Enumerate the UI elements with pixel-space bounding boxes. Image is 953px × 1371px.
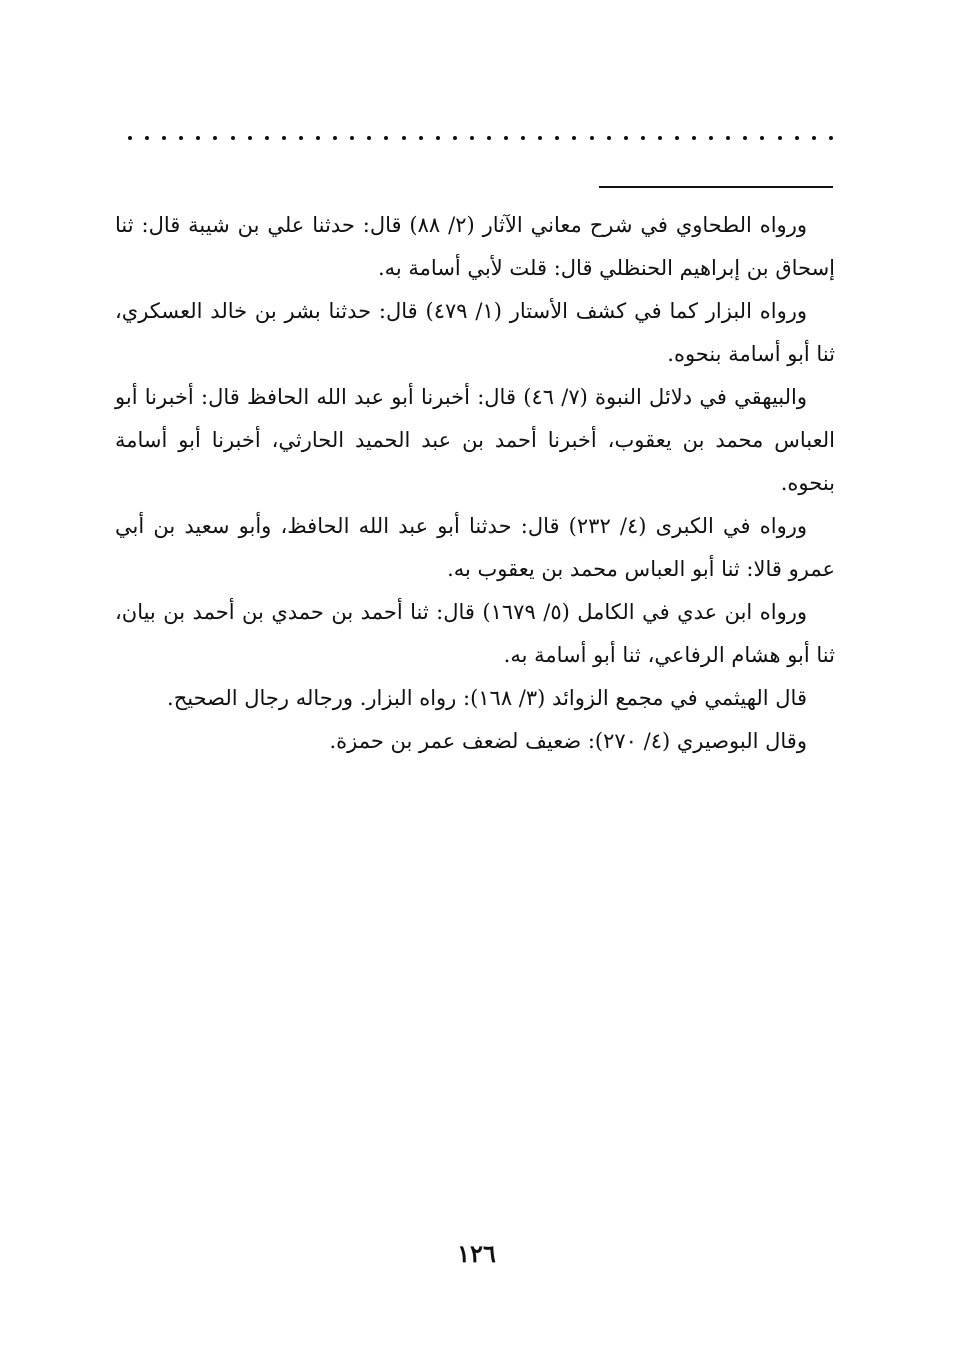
separator-dot bbox=[743, 136, 747, 140]
separator-dot bbox=[367, 136, 371, 140]
separator-dot bbox=[265, 136, 269, 140]
separator-dot bbox=[162, 136, 166, 140]
footnote-paragraph: ورواه الطحاوي في شرح معاني الآثار (٢/ ٨٨) قال: حدثنا علي بن شيبة قال: ثنا إسحاق بن إبراهيم الحنظلي قال: قلت لأبي أسامة به. bbox=[115, 213, 835, 280]
separator-dot bbox=[282, 136, 286, 140]
separator-dot bbox=[419, 136, 423, 140]
separator-dot bbox=[470, 136, 474, 140]
separator-dot bbox=[333, 136, 337, 140]
separator-dot bbox=[436, 136, 440, 140]
separator-dot bbox=[299, 136, 303, 140]
separator-dot bbox=[709, 136, 713, 140]
separator-dot bbox=[384, 136, 388, 140]
footnote-paragraph: والبيهقي في دلائل النبوة (٧/ ٤٦) قال: أخبرنا أبو عبد الله الحافظ قال: أخبرنا أبو العباس محمد بن يعقوب، أخبرنا أحمد بن عبد الحميد الحارثي، أخبرنا أبو أسامة بنحوه. bbox=[115, 385, 835, 495]
separator-dot bbox=[590, 136, 594, 140]
separator-dot bbox=[128, 136, 132, 140]
separator-dot bbox=[521, 136, 525, 140]
footnote-paragraph: ورواه البزار كما في كشف الأستار (١/ ٤٧٩) قال: حدثنا بشر بن خالد العسكري، ثنا أبو أسامة بنحوه. bbox=[115, 299, 835, 366]
separator-dot bbox=[538, 136, 542, 140]
separator-dot bbox=[453, 136, 457, 140]
separator-dot bbox=[350, 136, 354, 140]
footnote-paragraph: وقال البوصيري (٤/ ٢٧٠): ضعيف لضعف عمر بن حمزة. bbox=[329, 729, 807, 753]
page-number: ١٢٦ bbox=[457, 1239, 496, 1268]
separator-dot bbox=[692, 136, 696, 140]
separator-dot bbox=[179, 136, 183, 140]
separator-dot bbox=[572, 136, 576, 140]
separator-dot bbox=[487, 136, 491, 140]
separator-dot bbox=[795, 136, 799, 140]
separator-dot bbox=[145, 136, 149, 140]
separator-dot bbox=[641, 136, 645, 140]
separator-dot bbox=[504, 136, 508, 140]
separator-dot bbox=[248, 136, 252, 140]
separator-dot bbox=[624, 136, 628, 140]
footnote-paragraph: ورواه في الكبرى (٤/ ٢٣٢) قال: حدثنا أبو عبد الله الحافظ، وأبو سعيد بن أبي عمرو قالا: ثنا أبو العباس محمد بن يعقوب به. bbox=[115, 514, 835, 581]
separator-dot bbox=[675, 136, 679, 140]
separator-dot bbox=[555, 136, 559, 140]
footnote-paragraph: ورواه ابن عدي في الكامل (٥/ ١٦٧٩) قال: ثنا أحمد بن حمدي بن أحمد بن بيان، ثنا أبو هشام الرفاعي، ثنا أبو أسامة به. bbox=[115, 600, 835, 667]
separator-dot bbox=[658, 136, 662, 140]
separator-dot bbox=[760, 136, 764, 140]
separator-dot bbox=[316, 136, 320, 140]
footnote-separator-line bbox=[599, 186, 833, 188]
separator-dot bbox=[402, 136, 406, 140]
separator-dot bbox=[829, 136, 833, 140]
footnotes-section bbox=[115, 204, 835, 763]
separator-dot bbox=[231, 136, 235, 140]
separator-dot bbox=[812, 136, 816, 140]
separator-dot bbox=[607, 136, 611, 140]
footnote-paragraph: قال الهيثمي في مجمع الزوائد (٣/ ١٦٨): رواه البزار. ورجاله رجال الصحيح. bbox=[167, 686, 807, 710]
dotted-separator bbox=[128, 126, 833, 150]
separator-dot bbox=[196, 136, 200, 140]
separator-dot bbox=[778, 136, 782, 140]
separator-dot bbox=[213, 136, 217, 140]
separator-dot bbox=[726, 136, 730, 140]
